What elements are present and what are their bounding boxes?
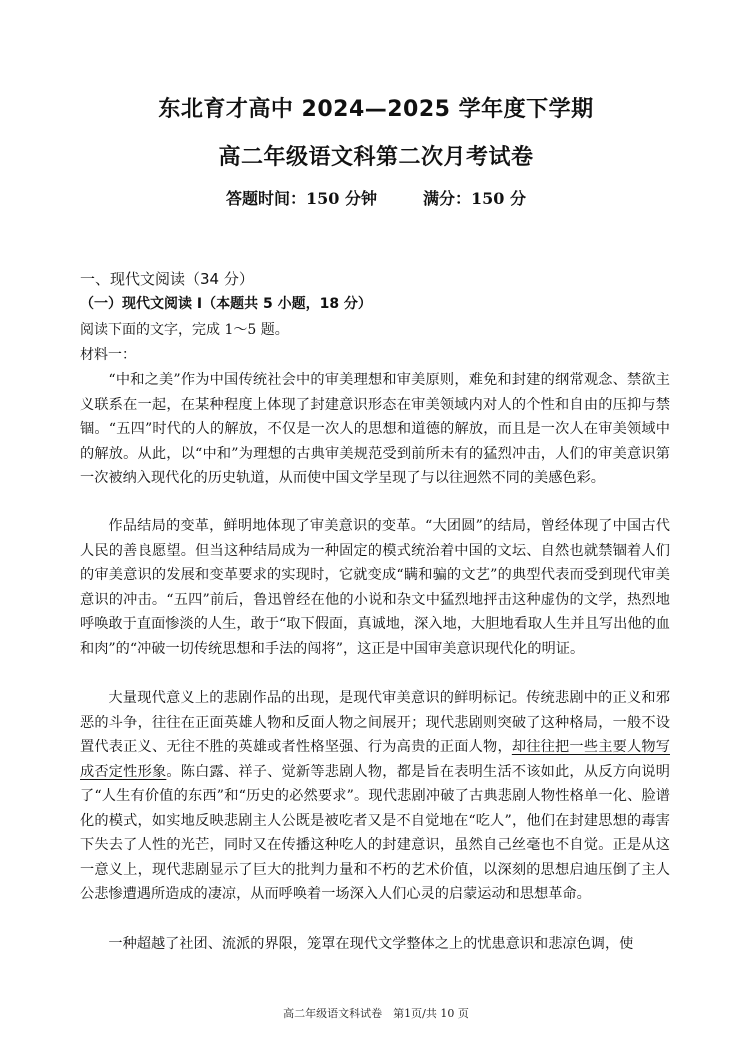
material-label: 材料一： — [80, 347, 136, 363]
paragraph-1: “中和之美”作为中国传统社会中的审美理想和审美原则，难免和封建的纲常观念、禁欲主义联系在一起，在某种程度上体现了封建意识形态在审美领域内对人的个性和自由的压抑与禁锢。“五四”时代的人的解放，不仅是一次人的思想和道德的解放，而且是一次人在审美领域中的解放。从此，以“中和”为理想的古典审美规范受到前所未有的猛烈冲击，人们的审美意识第一次被纳入现代化的历史轨道，从而使中国文学呈现了与以往迥然不同的美感色彩。 — [80, 372, 670, 486]
exam-title-line2: 高二年级语文科第二次月考试卷 — [218, 145, 534, 170]
paragraph-2: 作品结局的变革，鲜明地体现了审美意识的变革。“大团圆”的结局，曾经体现了中国古代人民的善良愿望。但当这种结局成为一种固定的模式统治着中国的文坛、自然也就禁锢着人们的审美意识的发展和变革要求的实现时，它就变成“瞒和骗的文艺”的典型代表而受到现代审美意识的冲击。“五四”前后，鲁迅曾经在他的小说和杂文中猛烈地抨击这种虚伪的文学，热烈地呼唤敢于直面惨淡的人生，敢于“取下假面，真诚地，深入地，大胆地看取人生并且写出他的血和肉”的“冲破一切传统思想和手法的闯将”，这正是中国审美意识现代化的明证。 — [80, 518, 670, 657]
page-footer: 高二年级语文科试卷 第1页/共 10 页 — [283, 1007, 469, 1020]
paragraph-3-part-b: 。陈白露、祥子、觉新等悲剧人物，都是旨在表明生活不该如此，从反方向说明了“人生有价值的东西”和“历史的必然要求”。现代悲剧冲破了古典悲剧人物性格单一化、脸谱化的模式，如实地反映悲剧主人公既是被吃者又是不自觉地在“吃人”，他们在封建思想的毒害下失去了人性的光芒，同时又在传播这种吃人的封建意识，虽然自己丝毫也不自觉。正是从这一意义上，现代悲剧显示了巨大的批判力量和不朽的艺术价值，以深刻的思想启迪压倒了主人公悲惨遭遇所造成的凄凉，从而呼唤着一场深入人们心灵的启蒙运动和思想革命。 — [80, 763, 670, 902]
section-heading: 一、现代文阅读（34 分） — [80, 270, 254, 288]
exam-title-line1: 东北育才高中 2024—2025 学年度下学期 — [158, 97, 594, 122]
subsection-heading: （一）现代文阅读 I（本题共 5 小题，18 分） — [80, 296, 372, 312]
paragraph-3-part-a: 大量现代意义上的悲剧作品的出现，是现代审美意识的鲜明标记。传统悲剧中的正义和邪恶的斗争，往往在正面英雄人物和反面人物之间展开；现代悲剧则突破了这种格局，一般不设置代表正义、无往不胜的英雄或者性格坚强、行为高贵的正面人物， — [80, 690, 670, 755]
reading-instruction: 阅读下面的文字，完成 1～5 题。 — [80, 322, 289, 338]
exam-meta — [0, 186, 752, 209]
exam-time: 答题时间：150 分钟 — [226, 189, 377, 208]
paragraph-3 — [80, 686, 670, 907]
paragraph-4: 一种超越了社团、流派的界限，笼罩在现代文学整体之上的忧患意识和悲凉色调，使 — [108, 936, 634, 952]
exam-full-score: 满分：150 分 — [423, 189, 526, 208]
underlined-sentence: 却往往把一些主要人物写成否定性形象 — [80, 739, 670, 780]
